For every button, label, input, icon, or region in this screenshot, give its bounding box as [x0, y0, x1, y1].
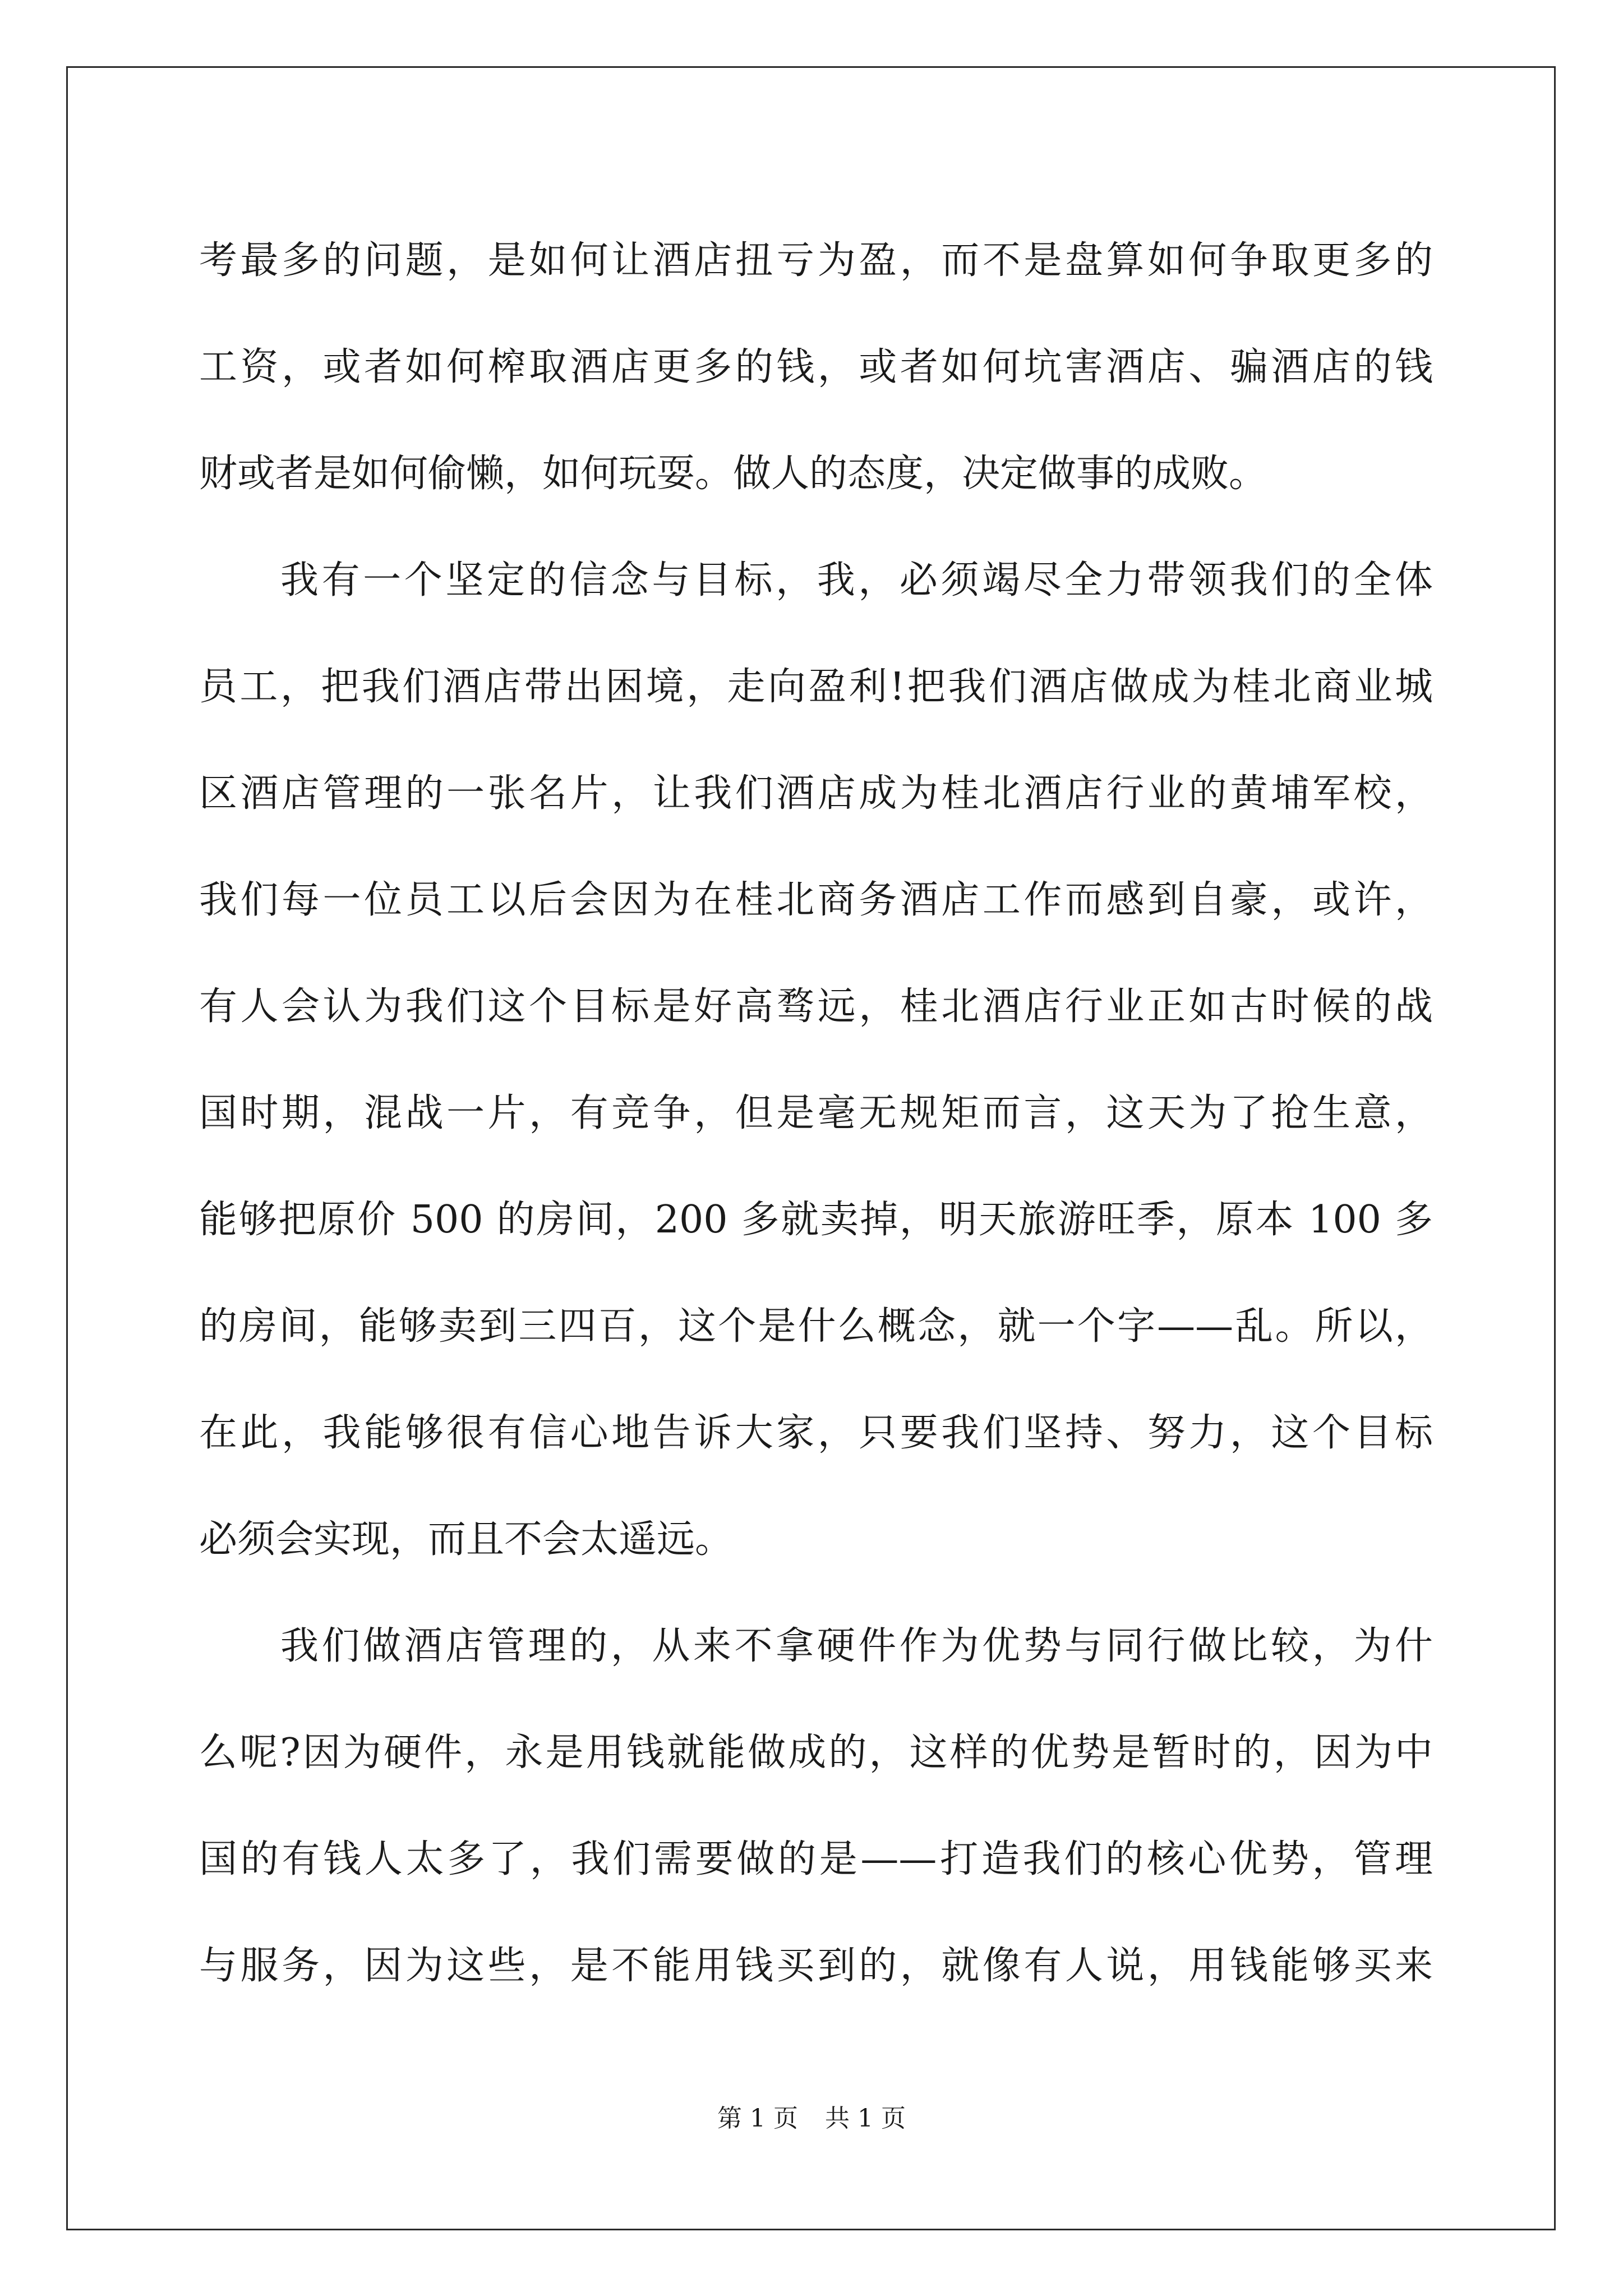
- text-line: 有人会认为我们这个目标是好高骛远，桂北酒店行业正如古时候的战: [199, 984, 1433, 1029]
- text-line: 财或者是如何偷懒，如何玩耍。做人的态度，决定做事的成败。: [199, 452, 1267, 496]
- text-line: 的房间，能够卖到三四百，这个是什么概念，就一个字——乱。所以，: [199, 1304, 1433, 1349]
- text-line: 在此，我能够很有信心地告诉大家，只要我们坚持、努力，这个目标: [199, 1411, 1433, 1455]
- text-line: 员工，把我们酒店带出困境，走向盈利!把我们酒店做成为桂北商业城: [199, 665, 1433, 709]
- page-total: 共 1 页: [825, 2104, 906, 2133]
- text-line: 工资，或者如何榨取酒店更多的钱，或者如何坑害酒店、骗酒店的钱: [199, 345, 1433, 389]
- text-line: 国的有钱人太多了，我们需要做的是——打造我们的核心优势，管理: [199, 1837, 1433, 1881]
- text-line: 国时期，混战一片，有竞争，但是毫无规矩而言，这天为了抢生意，: [199, 1091, 1433, 1135]
- text-line: 么呢?因为硬件，永是用钱就能做成的，这样的优势是暂时的，因为中: [199, 1731, 1433, 1775]
- text-line: 我有一个坚定的信念与目标，我，必须竭尽全力带领我们的全体: [280, 558, 1433, 602]
- text-line: 必须会实现，而且不会太遥远。: [199, 1517, 734, 1562]
- text-line: 我们做酒店管理的，从来不拿硬件作为优势与同行做比较，为什: [280, 1624, 1433, 1668]
- text-line: 考最多的问题，是如何让酒店扭亏为盈，而不是盘算如何争取更多的: [199, 238, 1433, 283]
- text-line: 与服务，因为这些，是不能用钱买到的，就像有人说，用钱能够买来: [199, 1944, 1433, 1988]
- text-line: 区酒店管理的一张名片，让我们酒店成为桂北酒店行业的黄埔军校，: [199, 771, 1433, 816]
- paragraph-1: [199, 208, 1433, 527]
- page-number: 第 1 页: [717, 2104, 798, 2133]
- text-line: 能够把原价 500 的房间，200 多就卖掉，明天旅游旺季，原本 100 多: [199, 1198, 1433, 1242]
- document-body: [199, 208, 1433, 2019]
- text-line: 我们每一位员工以后会因为在桂北商务酒店工作而感到自豪，或许，: [199, 878, 1433, 922]
- paragraph-2: [199, 527, 1433, 1593]
- paragraph-3: [199, 1593, 1433, 2019]
- page-footer: [0, 2098, 1623, 2134]
